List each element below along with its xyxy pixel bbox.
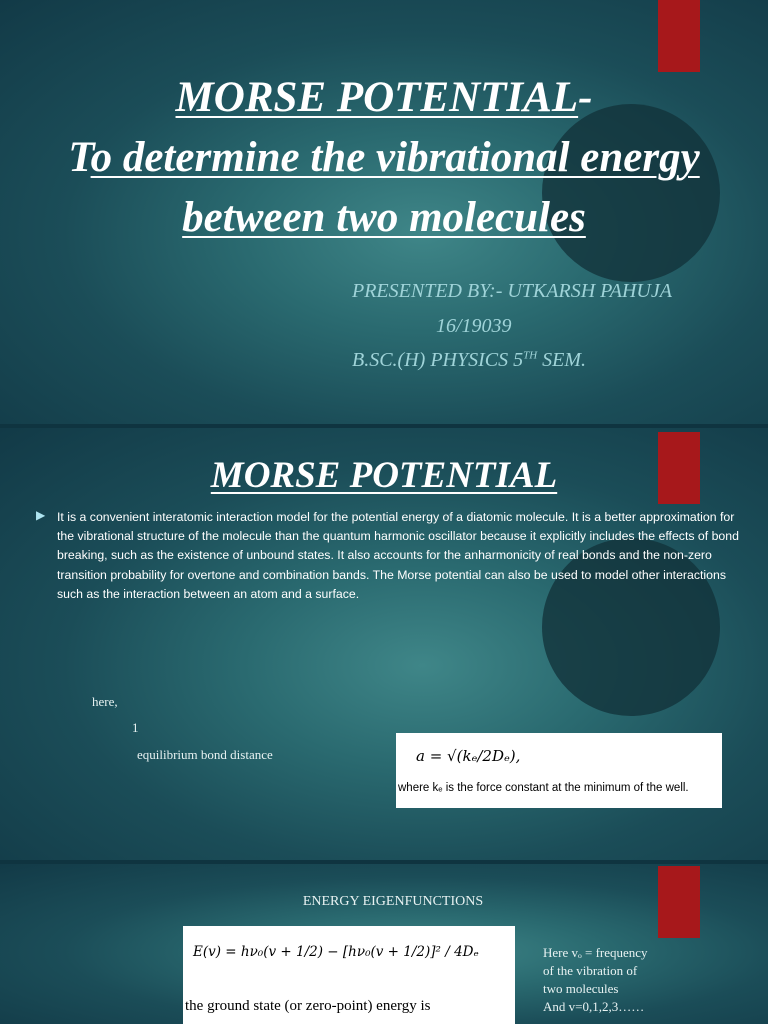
energy-formula: E(v) = hν₀(v + 1/2) − [hν₀(v + 1/2)]² / 4Dₑ — [193, 944, 479, 960]
slide-heading: ENERGY EIGENFUNCTIONS — [302, 894, 484, 909]
title-line-1: MORSE POTENTIAL — [175, 74, 579, 121]
formula-box-a — [396, 733, 722, 808]
here-label: here, — [92, 694, 118, 709]
slide-title — [0, 68, 768, 248]
frequency-note — [543, 944, 648, 1016]
title-dash: - — [578, 74, 593, 121]
note-line-4: And v=0,1,2,3…… — [543, 999, 645, 1014]
slide-heading: MORSE POTENTIAL — [210, 455, 558, 496]
course-text: B.SC.(H) PHYSICS 5 — [352, 349, 524, 371]
energy-formula-box — [183, 926, 515, 1024]
morse-potential-slide — [0, 428, 768, 860]
title-line-2-first: T — [68, 134, 91, 181]
roll-number: 16/19039 — [436, 315, 512, 337]
presented-by: PRESENTED BY:- UTKARSH PAHUJA — [352, 280, 672, 302]
title-line-2: o determine the vibrational energy — [90, 134, 700, 181]
description-paragraph: It is a convenient interatomic interaction model for the potential energy of a diatomic molecule. It is a better approximation for the vibrational structure of the molecule than the quantum harmonic oscillator because it explicitly includes the effects of bond breaking, such as the existence of unbound states. It also accounts for the anharmonicity of real bonds and the non-zero transition probability for overtone and combination bands. The Morse potential can also be used to model other interactions such as the interaction between an atom and a surface. — [57, 510, 739, 601]
note-line-2: of the vibration of — [543, 963, 638, 978]
bullet-icon: ▶ — [36, 508, 46, 522]
equilibrium-label: equilibrium bond distance — [137, 747, 273, 762]
note-line-3: two molecules — [543, 981, 619, 996]
item-number: 1 — [132, 720, 139, 735]
formula-a: a = √(kₑ/2Dₑ), — [416, 747, 521, 765]
course-line — [352, 349, 586, 372]
title-slide — [0, 0, 768, 424]
course-suffix: SEM. — [537, 349, 587, 371]
course-superscript: TH — [523, 349, 538, 362]
note-line-1: Here vₒ = frequency — [543, 945, 648, 960]
ground-state-text: the ground state (or zero-point) energy is — [185, 998, 431, 1014]
energy-eigenfunctions-slide — [0, 864, 768, 1024]
title-line-3: between two molecules — [182, 194, 586, 241]
red-accent-bar — [658, 0, 700, 72]
formula-a-note: where kₑ is the force constant at the minimum of the well. — [398, 782, 689, 794]
